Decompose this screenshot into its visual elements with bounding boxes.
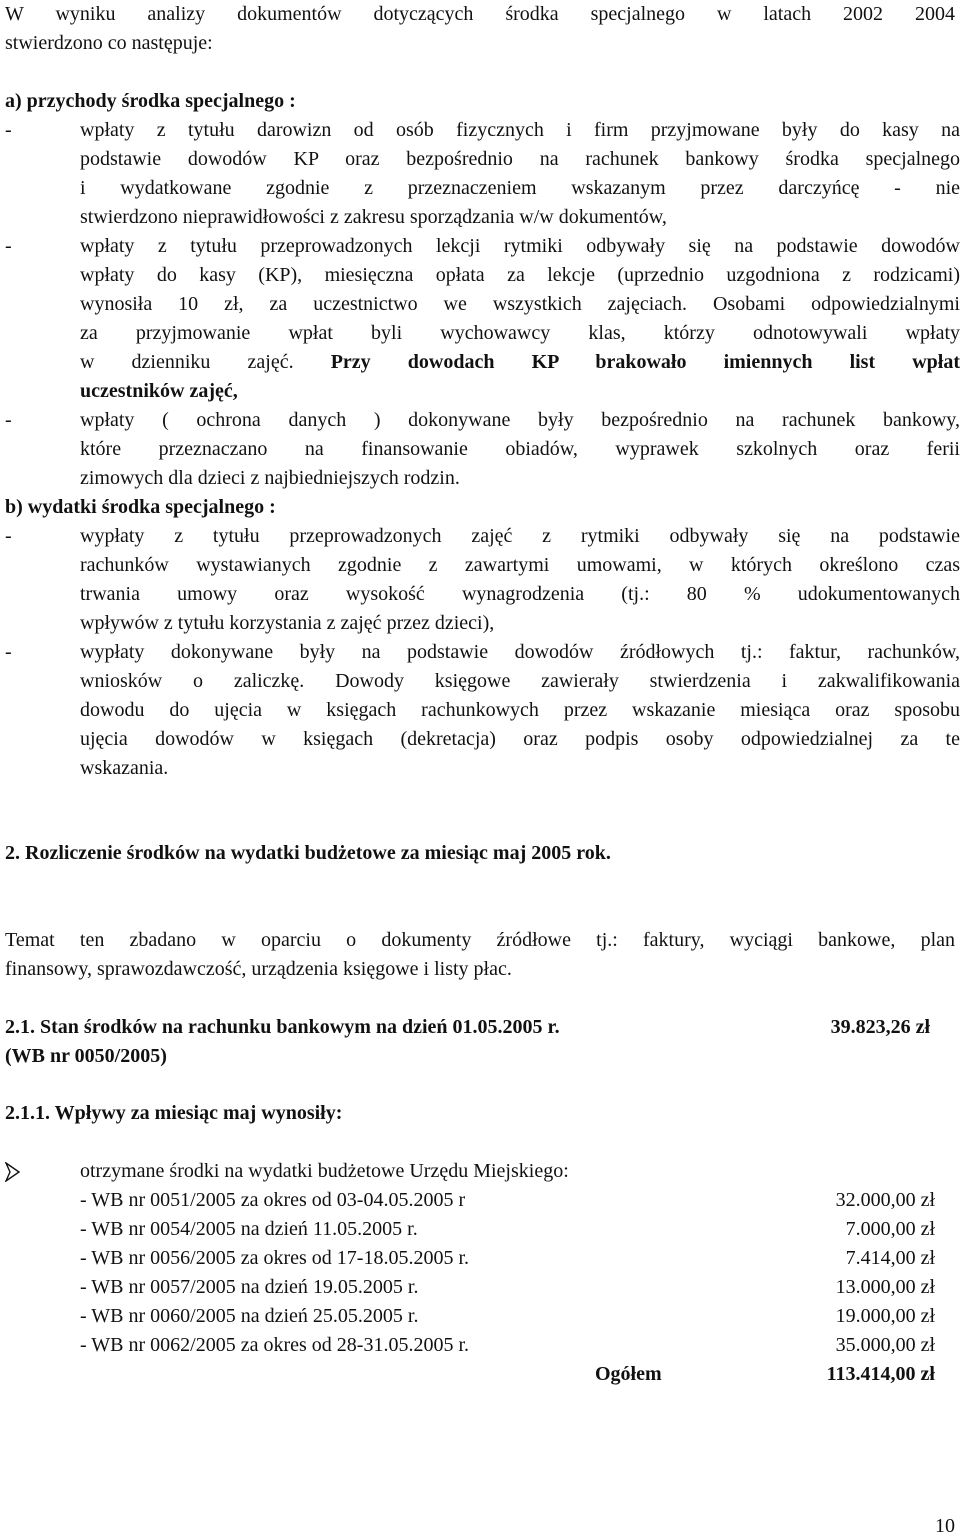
intro-line: stwierdzono co następuje: <box>5 32 213 54</box>
statement-label: - WB nr 0054/2005 na dzień 11.05.2005 r. <box>80 1218 418 1240</box>
item-line: podstawie dowodów KP oraz bezpośrednio na rachunek bankowy środka specjalnego <box>80 148 960 170</box>
statement-label: - WB nr 0057/2005 na dzień 19.05.2005 r. <box>80 1276 419 1298</box>
dash-marker: - <box>5 119 12 141</box>
item-line: rachunków wystawianych zgodnie z zawartymi umowami, w których określono czas <box>80 554 960 576</box>
statement-label: - WB nr 0051/2005 za okres od 03-04.05.2005 r <box>80 1189 466 1211</box>
item-line: wniosków o zaliczkę. Dowody księgowe zawierały stwierdzenia i zakwalifikowania <box>80 670 960 692</box>
dash-marker: - <box>5 409 12 431</box>
item-line: dowodu do ujęcia w księgach rachunkowych przez wskazanie miesiąca oraz sposobu <box>80 699 960 721</box>
section-2-paragraph <box>5 926 955 984</box>
statement-amount: 7.000,00 zł <box>845 1218 935 1240</box>
item-line: za przyjmowanie wpłat byli wychowawcy klas, którzy odnotowywali wpłaty <box>80 322 960 344</box>
bullet-item <box>5 1157 955 1186</box>
statement-amount: 32.000,00 zł <box>835 1189 935 1211</box>
statement-row <box>80 1186 935 1215</box>
statement-amount: 19.000,00 zł <box>835 1305 935 1327</box>
section-a-heading: a) przychody środka specjalnego : <box>5 90 296 112</box>
bank-statement-ref: (WB nr 0050/2005) <box>5 1045 167 1067</box>
statement-amount: 35.000,00 zł <box>835 1334 935 1356</box>
item-line: wpłaty ( ochrona danych ) dokonywane były bezpośrednio na rachunek bankowy, <box>80 409 960 431</box>
section-2-heading: 2. Rozliczenie środków na wydatki budżetowe za miesiąc maj 2005 rok. <box>5 842 611 864</box>
paragraph-line: Temat ten zbadano w oparciu o dokumenty źródłowe tj.: faktury, wyciągi bankowe, plan <box>5 929 955 951</box>
item-text: w dzienniku zajęć. <box>80 351 294 373</box>
item-line: ujęcia dowodów w księgach (dekretacja) oraz podpis osoby odpowiedzialnej za te <box>80 728 960 750</box>
section-b-heading: b) wydatki środka specjalnego : <box>5 496 276 518</box>
section-a-item-2 <box>5 232 960 406</box>
item-line: zimowych dla dzieci z najbiedniejszych rodzin. <box>80 467 460 489</box>
bank-balance-label: 2.1. Stan środków na rachunku bankowym na dzień 01.05.2005 r. <box>5 1016 560 1038</box>
section-a-item-1 <box>5 116 960 232</box>
bullet-text: otrzymane środki na wydatki budżetowe Urzędu Miejskiego: <box>80 1160 569 1182</box>
item-line: które przeznaczano na finansowanie obiadów, wyprawek szkolnych oraz ferii <box>80 438 960 460</box>
total-label: Ogółem <box>595 1363 662 1385</box>
page-number: 10 <box>935 1515 955 1537</box>
statement-row <box>80 1273 935 1302</box>
statement-row <box>80 1215 935 1244</box>
statement-label: - WB nr 0060/2005 na dzień 25.05.2005 r. <box>80 1305 419 1327</box>
bank-balance-amount: 39.823,26 zł <box>830 1016 930 1038</box>
item-line: stwierdzono nieprawidłowości z zakresu sporządzania w/w dokumentów, <box>80 206 667 228</box>
item-text-bold: Przy dowodach KP brakowało imiennych list wpłat <box>330 351 960 373</box>
item-line-bold: uczestników zajęć, <box>80 380 238 402</box>
statement-row <box>80 1302 935 1331</box>
item-line: wpłaty z tytułu darowizn od osób fizycznych i firm przyjmowane były do kasy na <box>80 119 960 141</box>
paragraph-line: finansowy, sprawozdawczość, urządzenia księgowe i listy płac. <box>5 958 512 980</box>
item-line: i wydatkowane zgodnie z przeznaczeniem wskazanym przez darczyńcę - nie <box>80 177 960 199</box>
statement-label: - WB nr 0062/2005 za okres od 28-31.05.2005 r. <box>80 1334 470 1356</box>
section-b-item-2 <box>5 638 960 783</box>
dash-marker: - <box>5 525 12 547</box>
item-line: wypłaty dokonywane były na podstawie dowodów źródłowych tj.: faktur, rachunków, <box>80 641 960 663</box>
item-line: wskazania. <box>80 757 169 779</box>
item-line: wpłaty do kasy (KP), miesięczna opłata za lekcje (uprzednio uzgodniona z rodzicami) <box>80 264 960 286</box>
statement-row <box>80 1244 935 1273</box>
item-line: wynosiła 10 zł, za uczestnictwo we wszystkich zajęciach. Osobami odpowiedzialnymi <box>80 293 960 315</box>
item-line: trwania umowy oraz wysokość wynagrodzenia (tj.: 80 % udokumentowanych <box>80 583 960 605</box>
statement-amount: 13.000,00 zł <box>835 1276 935 1298</box>
arrow-bullet-icon <box>5 1157 21 1191</box>
dash-marker: - <box>5 235 12 257</box>
statement-row <box>80 1331 935 1360</box>
intro-line: W wyniku analizy dokumentów dotyczących środka specjalnego w latach 2002 2004 <box>5 3 955 25</box>
item-line-mixed <box>80 348 960 377</box>
item-line: wypłaty z tytułu przeprowadzonych zajęć z rytmiki odbywały się na podstawie <box>80 525 960 547</box>
bank-balance-row <box>5 1013 930 1042</box>
dash-marker: - <box>5 641 12 663</box>
section-b-item-1 <box>5 522 960 638</box>
item-line: wpłaty z tytułu przeprowadzonych lekcji rytmiki odbywały się na podstawie dowodów <box>80 235 960 257</box>
statement-amount: 7.414,00 zł <box>845 1247 935 1269</box>
total-amount: 113.414,00 zł <box>826 1363 935 1385</box>
section-a-item-3 <box>5 406 960 493</box>
total-row <box>80 1360 935 1389</box>
item-line: wpływów z tytułu korzystania z zajęć przez dzieci), <box>80 612 495 634</box>
intro-paragraph <box>5 0 955 58</box>
statement-label: - WB nr 0056/2005 za okres od 17-18.05.2005 r. <box>80 1247 470 1269</box>
income-heading: 2.1.1. Wpływy za miesiąc maj wynosiły: <box>5 1102 343 1124</box>
